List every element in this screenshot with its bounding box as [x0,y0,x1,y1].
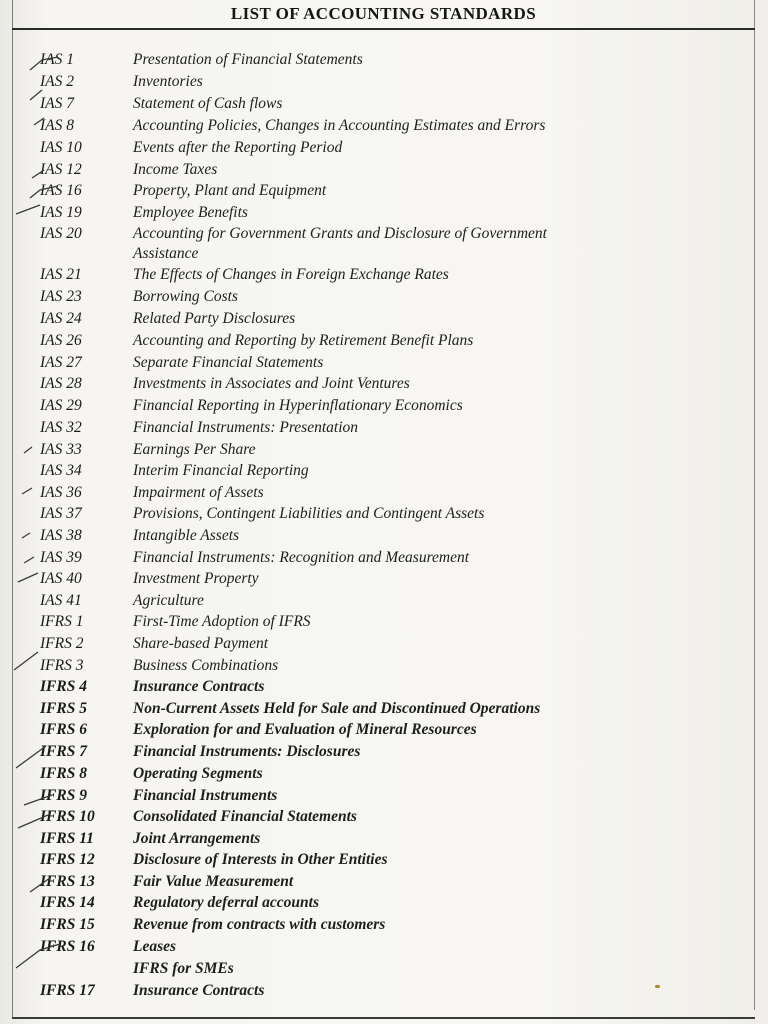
standard-name-line: Investment Property [133,570,259,587]
standard-code: IAS 39 [40,549,82,566]
standard-code: IFRS 10 [40,808,95,825]
standard-code: IFRS 8 [40,765,87,782]
standard-name-line: Separate Financial Statements [133,354,324,371]
standard-code: IAS 19 [40,204,82,221]
standard-code: IFRS 4 [40,678,87,695]
standard-name-line: Consolidated Financial Statements [133,808,357,825]
standard-code: IAS 32 [40,419,82,436]
standard-name-line: Leases [133,938,177,955]
standard-name [133,526,239,546]
standard-name [133,959,234,979]
standard-name [133,656,278,676]
standard-name-line: Interim Financial Reporting [133,462,309,479]
standard-name-line: Financial Instruments: Disclosures [133,743,361,760]
standard-name [133,699,540,719]
standard-name-continuation: Assistance [133,245,199,262]
standard-name [133,94,282,114]
standard-name-line: IFRS for SMEs [133,960,234,977]
standard-name [133,287,238,307]
standard-name [133,160,217,180]
standard-name [133,915,385,935]
standard-name [133,937,176,957]
standard-name [133,461,309,481]
standard-code: IAS 27 [40,354,82,371]
standard-name-line: Provisions, Contingent Liabilities and Contingent Assets [133,505,485,522]
standard-name [133,265,449,285]
standard-name-line: Financial Instruments [133,787,278,804]
standard-name [133,181,326,201]
standard-name-line: Exploration for and Evaluation of Mineral Resources [133,721,477,738]
standard-name [133,504,484,524]
standard-name-line: Intangible Assets [133,527,240,544]
standard-name [133,677,264,697]
standard-code: IFRS 16 [40,938,95,955]
standard-name [133,764,263,784]
standard-code: IAS 37 [40,505,82,522]
standard-code: IAS 24 [40,310,82,327]
standard-code: IFRS 15 [40,916,95,933]
standard-code: IAS 7 [40,95,75,112]
standard-name [133,720,477,740]
standard-name-line: Statement of Cash flows [133,95,283,112]
standard-name-line: Financial Instruments: Presentation [133,419,359,436]
standard-code: IAS 2 [40,73,75,90]
standard-code: IAS 36 [40,484,82,501]
standard-name-line: Impairment of Assets [133,484,264,501]
standard-code: IAS 33 [40,441,82,458]
standard-name [133,309,295,329]
standard-code: IAS 28 [40,375,82,392]
standard-name-line: Regulatory deferral accounts [133,894,319,911]
standard-name-line: Share-based Payment [133,635,269,652]
standard-name [133,591,204,611]
standard-name-line: Earnings Per Share [133,441,256,458]
standard-code: IFRS 3 [40,657,84,674]
standard-name-line: Investments in Associates and Joint Ventures [133,375,410,392]
standard-code: IFRS 2 [40,635,84,652]
standard-name [133,418,358,438]
standard-code: IAS 8 [40,117,75,134]
standard-name-line: Business Combinations [133,657,279,674]
standard-name-line: The Effects of Changes in Foreign Exchange Rates [133,266,449,283]
standard-name [133,374,410,394]
standard-name [133,742,360,762]
standard-code: IFRS 13 [40,873,95,890]
standard-name [133,786,277,806]
standard-code: IAS 12 [40,161,82,178]
standard-code: IAS 41 [40,592,82,609]
standard-name [133,483,264,503]
standard-name-line: First-Time Adoption of IFRS [133,613,311,630]
standard-code: IFRS 9 [40,787,87,804]
standard-code: IAS 40 [40,570,82,587]
standard-name [133,50,363,70]
standard-name-line: Borrowing Costs [133,288,238,305]
standard-name [133,224,547,264]
standard-code: IAS 10 [40,139,82,156]
standard-name [133,612,311,632]
standard-name [133,981,264,1001]
standard-name-line: Employee Benefits [133,204,248,221]
standard-code: IAS 26 [40,332,82,349]
standard-code: IFRS 7 [40,743,87,760]
standard-name-line: Financial Instruments: Recognition and Measurement [133,549,470,566]
standard-code: IAS 20 [40,225,82,242]
standard-name-line: Accounting Policies, Changes in Accounting Estimates and Errors [133,117,546,134]
standard-name-line: Financial Reporting in Hyperinflationary Economics [133,397,463,414]
page-title: LIST OF ACCOUNTING STANDARDS [230,4,537,23]
standard-code: IFRS 5 [40,700,87,717]
standard-name-line: Inventories [133,73,203,90]
standard-name-line: Accounting and Reporting by Retirement Benefit Plans [133,332,474,349]
paper-speck [655,985,660,988]
standard-code: IFRS 14 [40,894,95,911]
standard-name [133,850,388,870]
standard-name-line: Revenue from contracts with customers [133,916,386,933]
standard-code: IFRS 6 [40,721,87,738]
standard-name [133,634,268,654]
standard-name-line: Agriculture [133,592,204,609]
standard-code: IAS 34 [40,462,82,479]
standard-name [133,396,463,416]
standard-name [133,353,323,373]
standard-code: IAS 21 [40,266,82,283]
standard-name-line: Presentation of Financial Statements [133,51,363,68]
standard-name [133,138,342,158]
standard-code: IAS 1 [40,51,75,68]
standard-name-line: Insurance Contracts [133,678,265,695]
standard-name-line: Events after the Reporting Period [133,139,343,156]
standard-name [133,440,256,460]
standard-name-line: Operating Segments [133,765,263,782]
standard-name-line: Fair Value Measurement [133,873,294,890]
standard-name-line: Related Party Disclosures [133,310,296,327]
standard-name-line: Non-Current Assets Held for Sale and Discontinued Operations [133,700,541,717]
standard-name [133,829,260,849]
standard-name [133,203,248,223]
standard-name-line: Joint Arrangements [133,830,261,847]
standard-name [133,569,259,589]
standard-name [133,872,293,892]
standard-name [133,116,545,136]
standard-code: IFRS 17 [40,982,95,999]
standard-name [133,893,319,913]
standard-name [133,807,357,827]
standard-code: IAS 29 [40,397,82,414]
standard-name [133,72,203,92]
standard-code: IFRS 11 [40,830,94,847]
standard-name-line: Disclosure of Interests in Other Entities [133,851,388,868]
standard-name-line: Insurance Contracts [133,982,265,999]
standard-name-line: Income Taxes [133,161,218,178]
standard-code: IAS 23 [40,288,82,305]
standard-code: IAS 38 [40,527,82,544]
standard-name-line: Accounting for Government Grants and Disclosure of Government [133,225,547,242]
standard-code: IAS 16 [40,182,82,199]
standard-code: IFRS 1 [40,613,84,630]
standard-name-line: Property, Plant and Equipment [133,182,327,199]
standard-name [133,331,473,351]
standard-code: IFRS 12 [40,851,95,868]
standard-name [133,548,469,568]
